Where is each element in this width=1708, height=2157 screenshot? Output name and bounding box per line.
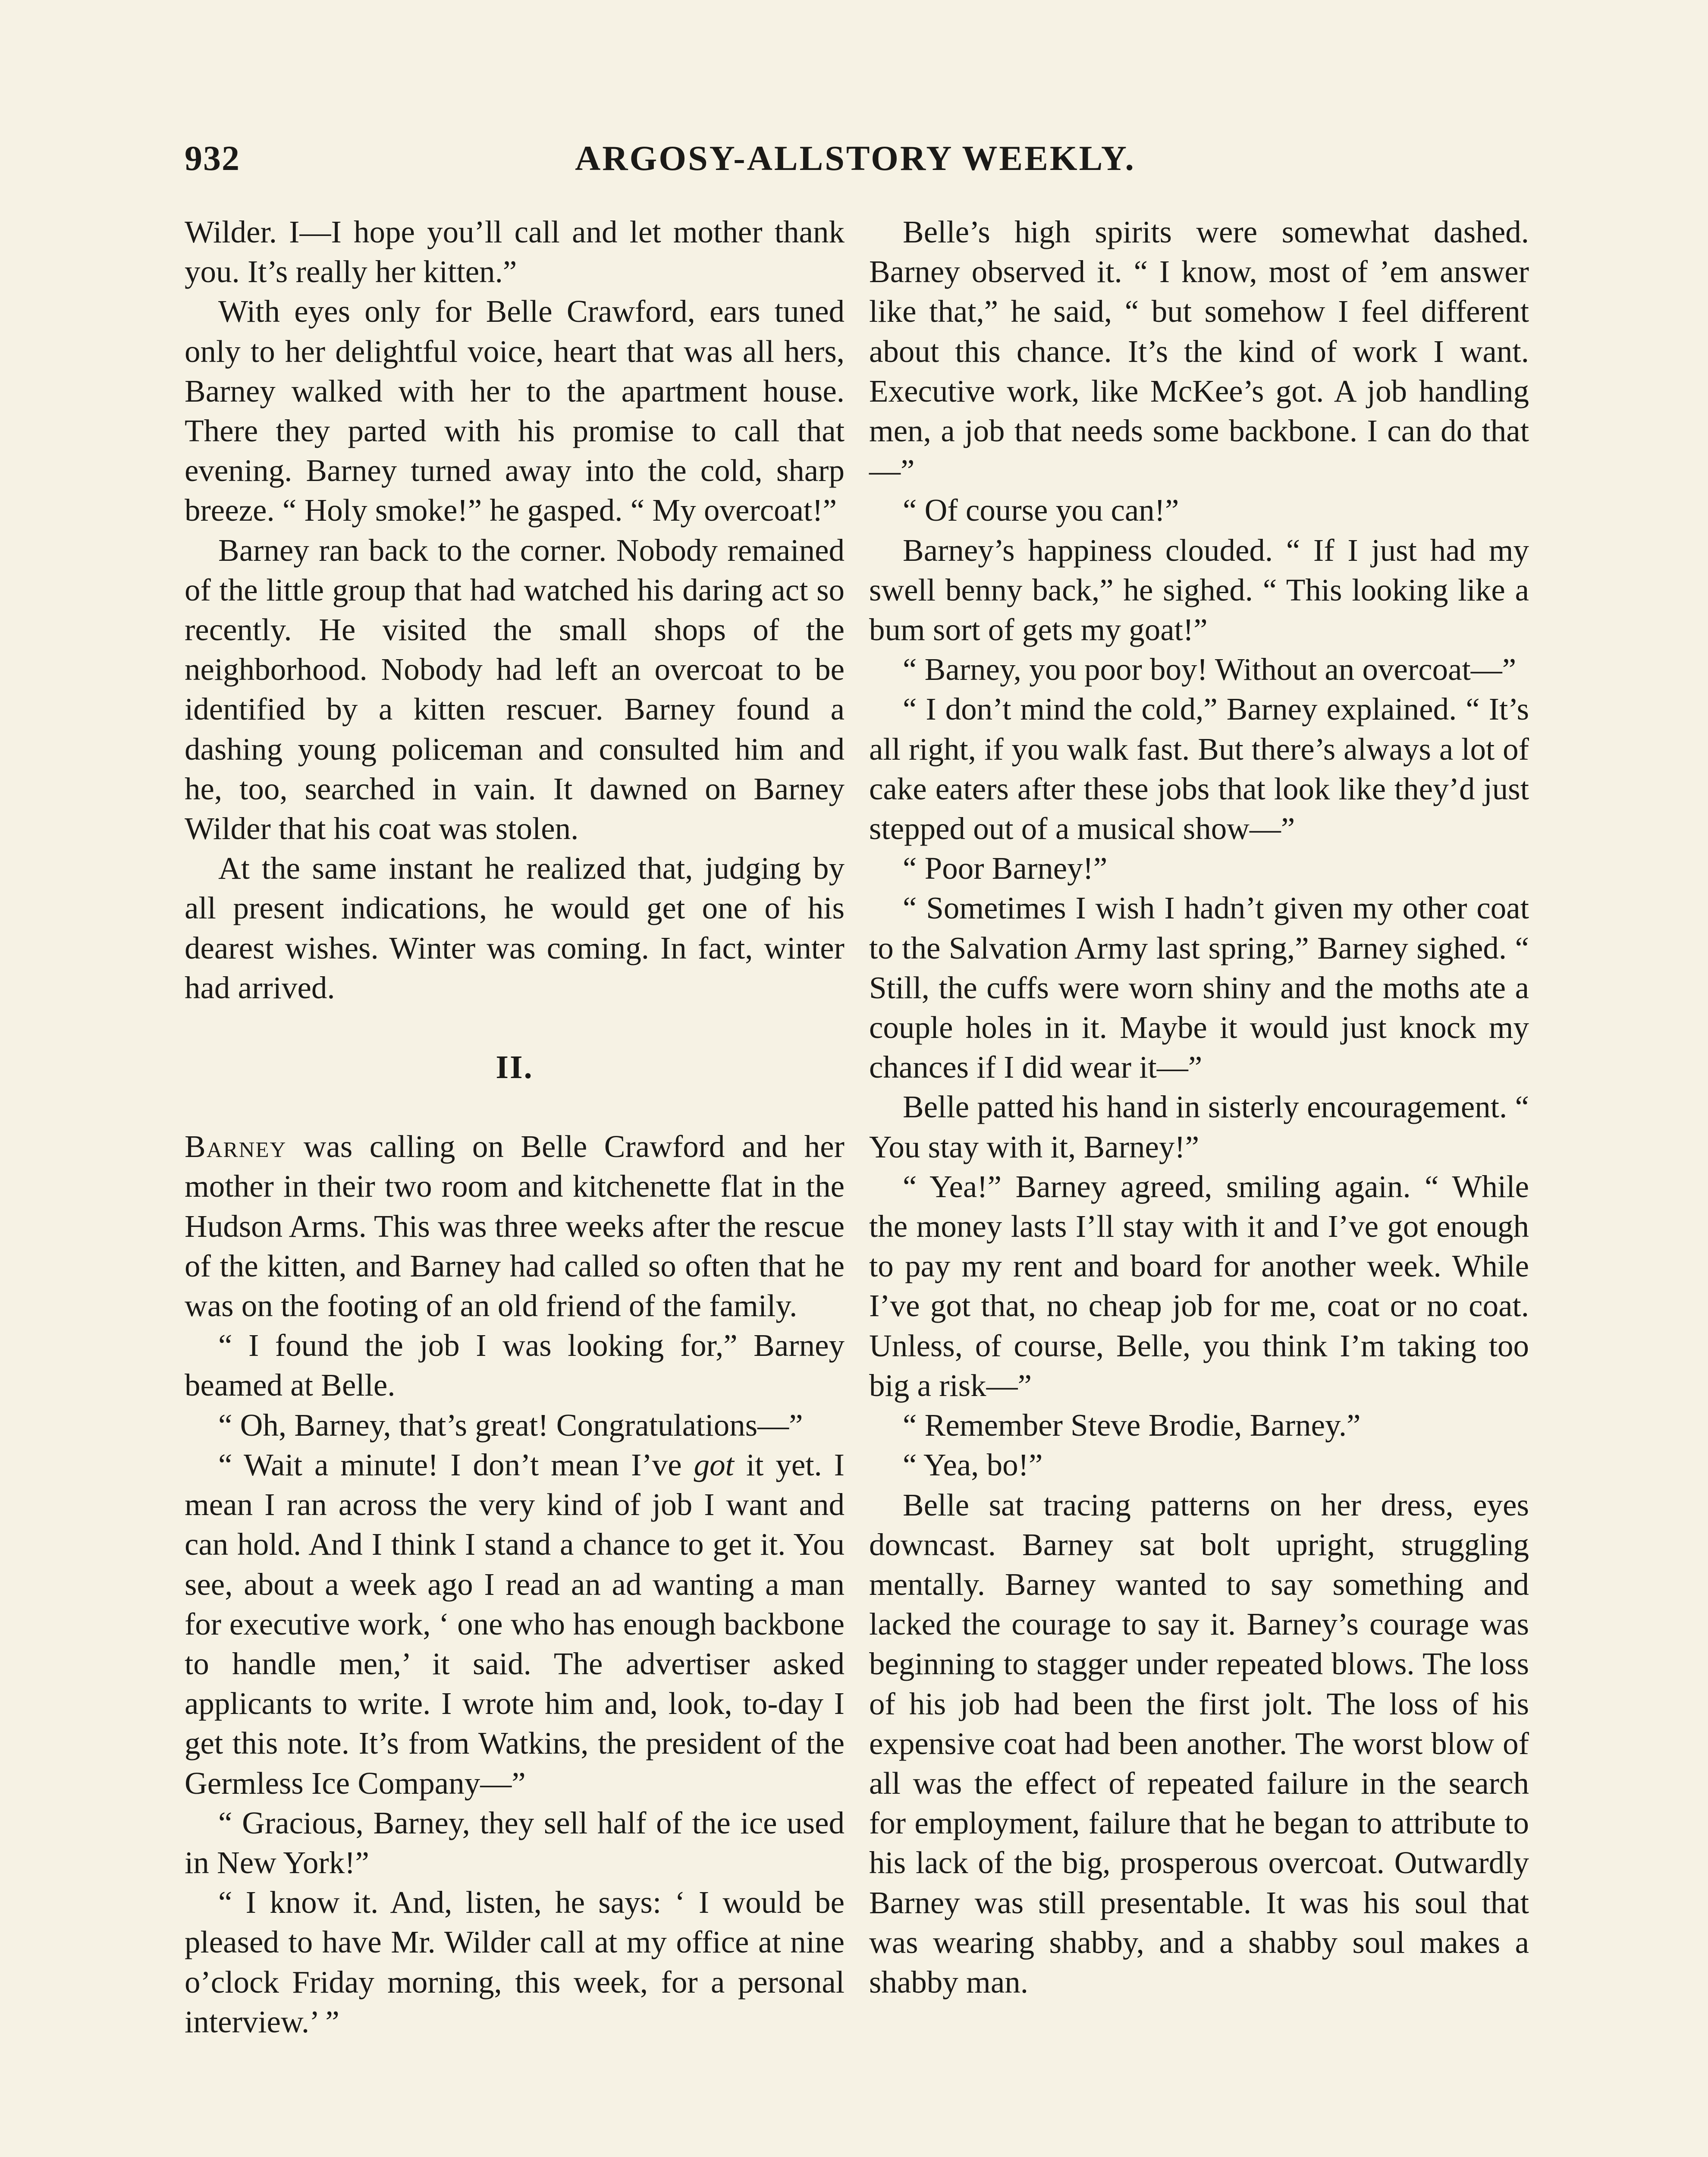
paragraph: Barney ran back to the corner. Nobody remained of the little group that had watched his daring act so recently. He visited the small shops of the neighborhood. Nobody had left an overcoat to be identified by a kitten rescuer. Barney found a dashing young policeman and consulted him and he, too, searched in vain. It dawned on Barney Wilder that his coat was stolen.	[185, 532, 845, 846]
running-title: ARGOSY-ALLSTORY WEEKLY.	[575, 138, 1136, 178]
paragraph: “ Poor Barney!”	[903, 851, 1108, 886]
paragraph: Belle sat tracing patterns on her dress, eyes downcast. Barney sat bolt upright, struggling mentally. Barney wanted to say something and lacked the courage to say it. Barney’s courage was beginning to stagger under repeated blows. The loss of his job had been the first jolt. The loss of his expensive coat had been another. The worst blow of all was the effect of repeated failure in the search for employment, failure that he began to attribute to his lack of the big, prosperous overcoat. Outwardly Barney was still presentable. It was his soul that was wearing shabby, and a shabby soul makes a shabby man.	[869, 1487, 1529, 2000]
italic-word: got	[694, 1447, 734, 1482]
paragraph: “ I don’t mind the cold,” Barney explained. “ It’s all right, if you walk fast. But there’s always a lot of cake eaters after these jobs that look like they’d just stepped out of a musical show—”	[869, 692, 1529, 846]
lead-word: Barney	[185, 1129, 287, 1164]
paragraph: “ Remember Steve Brodie, Barney.”	[903, 1408, 1361, 1443]
paragraph: “ Barney, you poor boy! Without an overcoat—”	[903, 652, 1516, 687]
lead-paragraph-text: was calling on Belle Crawford and her mother in their two room and kitchenette flat in the Hudson Arms. This was three weeks after the rescue of the kitten, and Barney had called so often that he was on the footing of an old friend of the family.	[185, 1129, 845, 1324]
section-heading: II.	[496, 1049, 534, 1086]
page-header	[185, 138, 1526, 186]
paragraph: “ I found the job I was looking for,” Barney beamed at Belle.	[185, 1328, 845, 1403]
paragraph: Barney’s happiness clouded. “ If I just had my swell benny back,” he sighed. “ This looking like a bum sort of gets my goat!”	[869, 532, 1529, 648]
paragraph	[185, 1445, 845, 1803]
paragraph: With eyes only for Belle Crawford, ears tuned only to her delightful voice, heart that was all hers, Barney walked with her to the apartment house. There they parted with his promise to call that evening. Barney turned away into the cold, sharp breeze. “ Holy smoke!” he gasped. “ My overcoat!”	[185, 294, 845, 528]
paragraph: “ Yea, bo!”	[903, 1447, 1043, 1483]
page-number: 932	[185, 138, 240, 178]
left-column	[185, 212, 845, 2042]
paragraph: Wilder. I—I hope you’ll call and let mother thank you. It’s really her kitten.”	[185, 214, 845, 289]
text-run: it yet. I mean I ran across the very kind of job I want and can hold. And I think I stand a chance to get it. You see, about a week ago I read an ad wanting a man for executive work, ‘ one who has enough backbone to handle men,’ it said. The advertiser asked applicants to write. I wrote him and, look, to-day I get this note. It’s from Watkins, the president of the Germless Ice Company—”	[185, 1447, 845, 1801]
paragraph: “ Gracious, Barney, they sell half of the ice used in New York!”	[185, 1805, 845, 1880]
paragraph: “ I know it. And, listen, he says: ‘ I would be pleased to have Mr. Wilder call at my office at nine o’clock Friday morning, this week, for a personal interview.’ ”	[185, 1885, 845, 2039]
paragraph: Belle patted his hand in sisterly encouragement. “ You stay with it, Barney!”	[869, 1089, 1529, 1164]
paragraph: At the same instant he realized that, judging by all present indications, he would get one of his dearest wishes. Winter was coming. In fact, winter had arrived.	[185, 851, 845, 1005]
text-run: “ Wait a minute! I don’t mean I’ve	[218, 1447, 694, 1482]
paragraph: “ Oh, Barney, that’s great! Congratulations—”	[218, 1407, 803, 1443]
paragraph: “ Yea!” Barney agreed, smiling again. “ While the money lasts I’ll stay with it and I’ve got enough to pay my rent and board for another week. While I’ve got that, no cheap job for me, coat or no coat. Unless, of course, Belle, you think I’m taking too big a risk—”	[869, 1169, 1529, 1403]
right-column	[869, 212, 1529, 2002]
paragraph: Belle’s high spirits were somewhat dashed. Barney observed it. “ I know, most of ’em answer like that,” he said, “ but somehow I feel different about this chance. It’s the kind of work I want. Executive work, like McKee’s got. A job handling men, a job that needs some backbone. I can do that—”	[869, 214, 1529, 488]
paragraph: “ Of course you can!”	[903, 493, 1179, 528]
paragraph: “ Sometimes I wish I hadn’t given my other coat to the Salvation Army last spring,” Barney sighed. “ Still, the cuffs were worn shiny and the moths ate a couple holes in it. Maybe it would just knock my chances if I did wear it—”	[869, 890, 1529, 1085]
section-lead-paragraph	[185, 1127, 845, 1326]
